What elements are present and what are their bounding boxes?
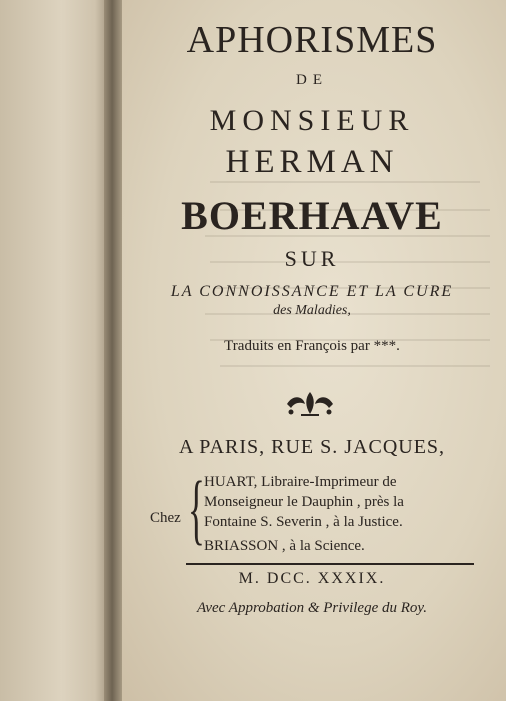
translator-line: Traduits en François par ***. [224, 338, 400, 354]
city-line: A PARIS, RUE S. JACQUES, [178, 436, 446, 458]
publisher-line-3: Fontaine S. Severin , à la Justice. [204, 514, 403, 530]
imprint-year: M. DCC. XXXIX. [238, 570, 386, 587]
fleuron-ornament-icon [283, 388, 337, 418]
horizontal-rule [186, 563, 474, 565]
subject-line-1: LA CONNOISSANCE ET LA CURE [170, 283, 454, 300]
publisher-line-2: Monseigneur le Dauphin , près la [204, 494, 404, 510]
publisher-line-1: HUART, Libraire-Imprimeur de [204, 474, 397, 490]
title-sur: SUR [284, 246, 340, 271]
title-monsieur: MONSIEUR [209, 104, 415, 137]
publisher-line-4: BRIASSON , à la Science. [204, 538, 365, 554]
subject-line-2: des Maladies, [273, 303, 351, 318]
chez-label: Chez [150, 510, 181, 526]
title-herman: HERMAN [225, 144, 399, 180]
left-page [0, 0, 112, 701]
curly-brace-icon: { [188, 465, 205, 552]
privilege-line: Avec Approbation & Privilege du Roy. [197, 600, 427, 616]
title-boerhaave: BOERHAAVE [181, 193, 443, 238]
title-aphorismes: APHORISMES [186, 19, 438, 61]
title-de: DE [296, 72, 328, 88]
